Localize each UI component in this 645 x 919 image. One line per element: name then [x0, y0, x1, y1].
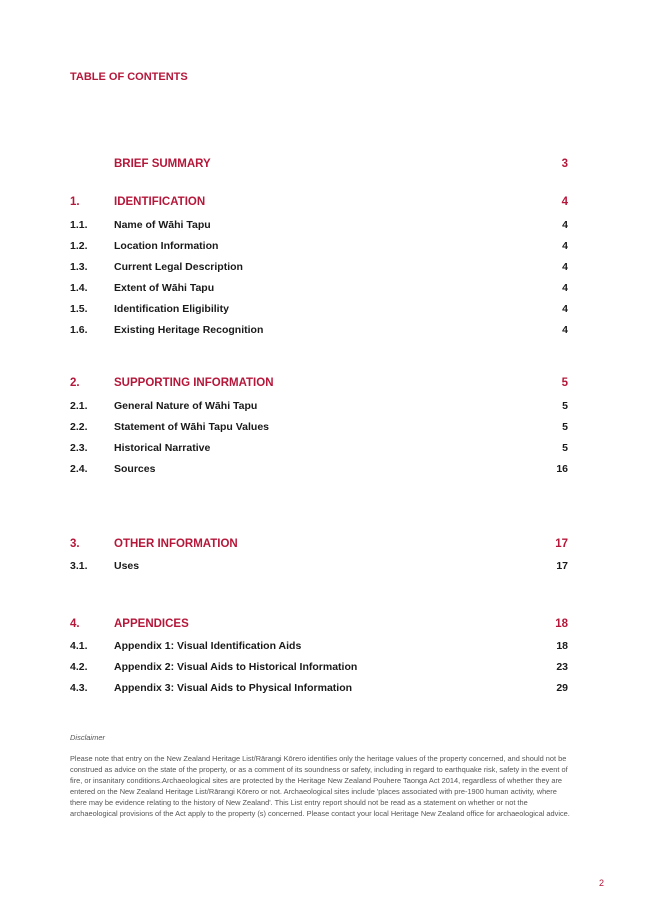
toc-num: 1.5. [70, 303, 88, 315]
toc-page: 3 [561, 158, 568, 170]
toc-entry-1-4[interactable] [70, 282, 568, 296]
toc-label: General Nature of Wāhi Tapu [114, 400, 258, 412]
toc-page: 4 [562, 303, 568, 315]
toc-page: 4 [562, 240, 568, 252]
toc-num: 2. [70, 377, 80, 389]
toc-label: IDENTIFICATION [114, 196, 206, 208]
toc-section-4[interactable] [70, 618, 568, 632]
toc-entry-2-3[interactable] [70, 442, 568, 456]
toc-num: 2.4. [70, 463, 88, 475]
toc-num: 2.3. [70, 442, 88, 454]
toc-entry-4-3[interactable] [70, 682, 568, 696]
toc-num: 1.2. [70, 240, 88, 252]
toc-page: 5 [562, 400, 568, 412]
toc-num: 2.1. [70, 400, 88, 412]
toc-section-3[interactable] [70, 538, 568, 552]
toc-page: 4 [562, 282, 568, 294]
toc-label: Historical Narrative [114, 442, 211, 454]
toc-label: SUPPORTING INFORMATION [114, 377, 274, 389]
toc-page: 16 [556, 463, 568, 475]
toc-label: BRIEF SUMMARY [114, 158, 211, 170]
toc-num: 1.4. [70, 282, 88, 294]
toc-entry-1-2[interactable] [70, 240, 568, 254]
toc-label: Current Legal Description [114, 261, 243, 273]
toc-section-2[interactable] [70, 377, 568, 391]
toc-label: Appendix 2: Visual Aids to Historical Information [114, 661, 358, 673]
toc-entry-3-1[interactable] [70, 560, 568, 574]
toc-entry-4-2[interactable] [70, 661, 568, 675]
toc-page: 17 [556, 560, 568, 572]
toc-num: 2.2. [70, 421, 88, 433]
toc-label: Extent of Wāhi Tapu [114, 282, 215, 294]
toc-num: 4. [70, 618, 80, 630]
toc-label: Appendix 3: Visual Aids to Physical Information [114, 682, 353, 694]
toc-entry-brief-summary[interactable] [70, 158, 568, 172]
toc-entry-4-1[interactable] [70, 640, 568, 654]
toc-page: 29 [556, 682, 568, 694]
toc-entry-1-1[interactable] [70, 219, 568, 233]
toc-page: 4 [561, 196, 568, 208]
toc-page: 17 [555, 538, 568, 550]
toc-label: OTHER INFORMATION [114, 538, 238, 550]
toc-entry-2-1[interactable] [70, 400, 568, 414]
toc-page: 4 [562, 219, 568, 231]
page-number: 2 [599, 878, 605, 888]
toc-label: Identification Eligibility [114, 303, 229, 315]
toc-label: Statement of Wāhi Tapu Values [114, 421, 269, 433]
toc-label: Appendix 1: Visual Identification Aids [114, 640, 302, 652]
toc-section-1[interactable] [70, 196, 568, 210]
toc-page: 5 [562, 442, 568, 454]
toc-page: 18 [556, 640, 568, 652]
toc-num: 3. [70, 538, 80, 550]
toc-page: 23 [556, 661, 568, 673]
toc-entry-1-6[interactable] [70, 324, 568, 338]
toc-num: 4.2. [70, 661, 88, 673]
toc-heading: TABLE OF CONTENTS [70, 71, 188, 83]
toc-num: 4.1. [70, 640, 88, 652]
toc-label: Location Information [114, 240, 219, 252]
toc-num: 1.3. [70, 261, 88, 273]
disclaimer-title: Disclaimer [70, 733, 106, 742]
toc-label: Name of Wāhi Tapu [114, 219, 211, 231]
toc-page: 18 [555, 618, 568, 630]
toc-num: 1.6. [70, 324, 88, 336]
toc-num: 1. [70, 196, 80, 208]
toc-label: Sources [114, 463, 156, 475]
toc-num: 4.3. [70, 682, 88, 694]
toc-num: 1.1. [70, 219, 88, 231]
toc-entry-2-2[interactable] [70, 421, 568, 435]
toc-label: Existing Heritage Recognition [114, 324, 264, 336]
toc-label: Uses [114, 560, 140, 572]
toc-page: 5 [561, 377, 568, 389]
toc-entry-1-3[interactable] [70, 261, 568, 275]
disclaimer-text: Please note that entry on the New Zealand Heritage List/Rārangi Kōrero identifies only the heritage values of the property concerned, and should not be construed as advice on the state of the property, or as a comment of its soundness or safety, including in regard to earthquake risk, safety in the event of fire, or insanitary conditions.Archaeological sites are protected by the Heritage New Zealand Pouhere Taonga Act 2014, regardless of whether they are entered on the New Zealand Heritage List/Rārangi Kōrero or not. Archaeological sites include 'places associated with pre-1900 human activity, where there may be evidence relating to the history of New Zealand'. This List entry report should not be read as a statement on whether or not the archaeological provisions of the Act apply to the property (s) concerned. Please contact your local Heritage New Zealand office for archaeological advice. [70, 754, 570, 818]
toc-entry-1-5[interactable] [70, 303, 568, 317]
toc-label: APPENDICES [114, 618, 189, 630]
toc-page: 4 [562, 261, 568, 273]
toc-page: 5 [562, 421, 568, 433]
toc-num: 3.1. [70, 560, 88, 572]
toc-page: 4 [562, 324, 568, 336]
toc-entry-2-4[interactable] [70, 463, 568, 477]
